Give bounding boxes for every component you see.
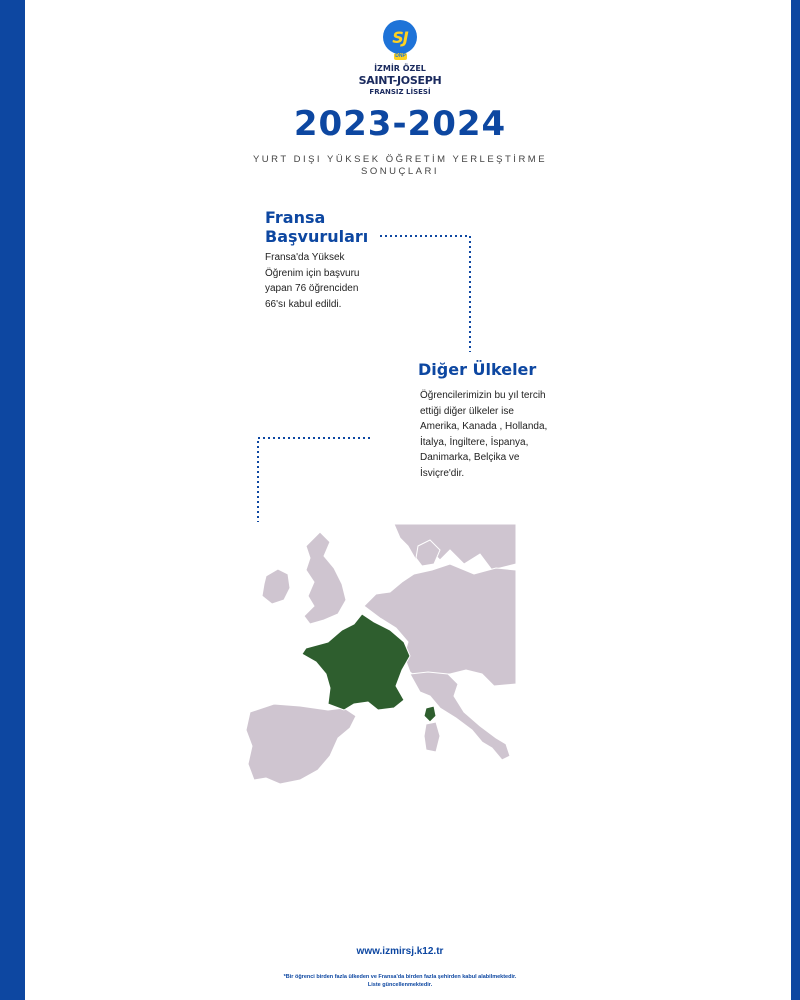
page-title: 2023-2024 bbox=[293, 104, 507, 144]
map-france bbox=[302, 614, 410, 710]
fransa-heading-line2: Başvuruları bbox=[265, 227, 369, 246]
logo-text: SJ bbox=[392, 27, 408, 47]
connector-diger bbox=[258, 438, 370, 522]
map-corsica bbox=[424, 706, 436, 722]
school-name-line3: FRANSIZ LİSESİ bbox=[369, 88, 431, 96]
footnote-line2: Liste güncellenmektedir. bbox=[367, 982, 433, 988]
map-ireland bbox=[262, 569, 290, 604]
logo-badge: DNP bbox=[395, 53, 406, 59]
map-iberia bbox=[246, 704, 356, 784]
fransa-text: Fransa'da Yüksek Öğrenim için başvuru yapan 76 öğrenciden 66'sı kabul edildi. bbox=[265, 252, 360, 310]
europe-map-icon bbox=[244, 524, 516, 788]
diger-heading: Diğer Ülkeler bbox=[418, 360, 537, 379]
footnote bbox=[220, 973, 580, 989]
school-name-line2: SAINT-JOSEPH bbox=[358, 74, 442, 87]
connector-fransa bbox=[380, 236, 470, 352]
map-great-britain bbox=[304, 532, 346, 624]
school-name-line1: İZMİR ÖZEL bbox=[374, 64, 426, 73]
map-scandinavia bbox=[394, 524, 516, 570]
diger-text: Öğrencilerimizin bu yıl tercih ettiği diğer ülkeler ise Amerika, Kanada , Hollanda, İtalya, İngiltere, İspanya, Danimarka, Belçika ve İsviçre'dir. bbox=[420, 390, 548, 479]
map-sardinia bbox=[424, 722, 440, 752]
fransa-heading-line1: Fransa bbox=[265, 208, 326, 227]
footnote-line1: *Bir öğrenci birden fazla ülkeden ve Fransa'da birden fazla şehirden kabul alabilmektedir. bbox=[283, 974, 517, 980]
website-link[interactable]: www.izmirsj.k12.tr bbox=[356, 946, 444, 957]
page-subtitle: YURT DIŞI YÜKSEK ÖĞRETİM YERLEŞTİRME SONUÇLARI bbox=[252, 154, 548, 177]
